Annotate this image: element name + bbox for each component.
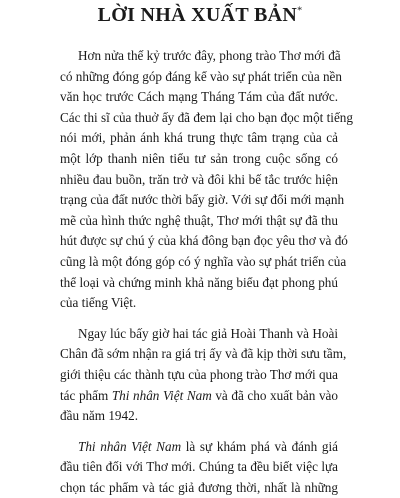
title-text: LỜI NHÀ XUẤT BẢN bbox=[97, 4, 298, 26]
text-line: trạng của đất nước thời bấy giờ. Với sự đổi mới mạnh bbox=[60, 192, 345, 208]
text-fragment: tác phẩm bbox=[60, 387, 112, 403]
text-line: giới thiệu các thành tựu của phong trào Thơ mới qua bbox=[60, 366, 338, 382]
text-line: mẽ của hình thức nghệ thuật, Thơ mới thật sự đã thu bbox=[60, 212, 338, 228]
text-line: nói mới, phản ánh khá trung thực tâm trạng của cả bbox=[60, 130, 338, 146]
paragraph-1 bbox=[60, 46, 353, 314]
text-line: Chân đã sớm nhận ra giá trị ấy và đã kịp thời sưu tầm, bbox=[60, 346, 347, 362]
text-line: Hơn nửa thế kỷ trước đây, phong trào Thơ mới đã bbox=[78, 48, 341, 63]
text-fragment: và đã cho xuất bản vào bbox=[211, 387, 338, 403]
paragraph-gap bbox=[60, 314, 338, 324]
text-line bbox=[60, 437, 338, 458]
text-line: thể loại và chứng minh khả năng biểu đạt phong phú bbox=[60, 274, 338, 290]
body-text bbox=[60, 46, 353, 498]
paragraph-3 bbox=[60, 437, 338, 498]
text-line: văn học trước Cách mạng Tháng Tám của đất nước. bbox=[60, 89, 338, 105]
book-title-italic: Thi nhân Việt Nam bbox=[78, 438, 182, 454]
text-line: nhiều đau buồn, trăn trở và đôi khi bế tắc trước hiện bbox=[60, 171, 338, 187]
paragraph-gap bbox=[60, 427, 338, 437]
text-line bbox=[60, 386, 338, 407]
text-line: Các thi sĩ của thuở ấy đã đem lại cho bạn đọc một tiếng bbox=[60, 109, 353, 125]
text-line: đầu tiên đối với Thơ mới. Chúng ta đều biết việc lựa bbox=[60, 459, 338, 475]
text-fragment: là sự khám phá và đánh giá bbox=[181, 438, 338, 454]
footnote-mark: * bbox=[297, 5, 303, 17]
page-title bbox=[0, 4, 400, 27]
text-line: có những đóng góp đáng kể vào sự phát triển của nền bbox=[60, 68, 343, 84]
book-title-italic: Thi nhân Việt Nam bbox=[111, 387, 212, 403]
text-line: một lớp thanh niên tiểu tư sản trong cuộc sống có bbox=[60, 150, 338, 166]
text-line: hút được sự chú ý của khá đông bạn đọc yêu thơ và đó bbox=[60, 233, 348, 249]
text-line: Ngay lúc bấy giờ hai tác giả Hoài Thanh và Hoài bbox=[78, 325, 338, 341]
text-line: đầu năm 1942. bbox=[60, 408, 139, 424]
text-line: cũng là một đóng góp có ý nghĩa vào sự phát triển của bbox=[60, 253, 347, 269]
text-line: chọn tác phẩm và tác giả đương thời, nhất là những bbox=[60, 479, 338, 495]
text-line: của tiếng Việt. bbox=[60, 295, 137, 311]
paragraph-2 bbox=[60, 324, 347, 427]
